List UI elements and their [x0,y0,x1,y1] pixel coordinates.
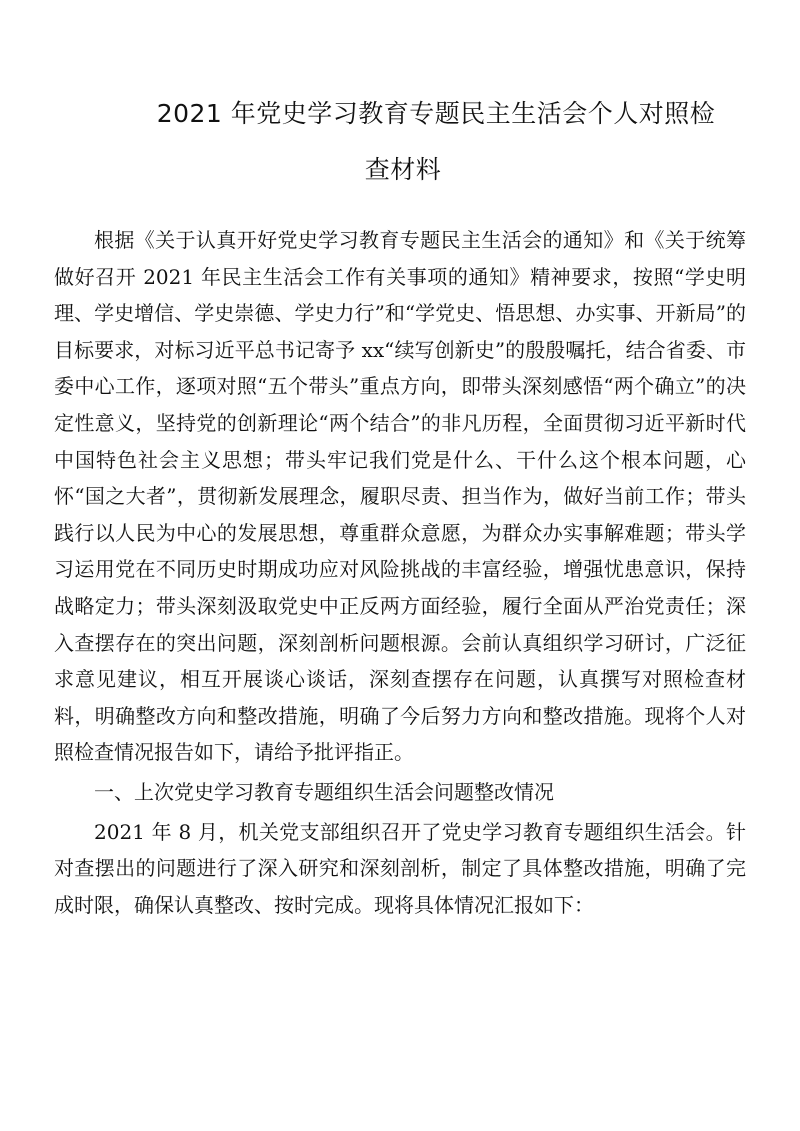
intro-paragraph: 根据《关于认真开好党史学习教育专题民主生活会的通知》和《关于统筹做好召开 2021 年民主生活会工作有关事项的通知》精神要求，按照“学史明理、学史增信、学史崇德、学史力行”和“学党史、悟思想、办实事、开新局”的目标要求，对标习近平总书记寄予 xx“续写创新史”的殷殷嘱托，结合省委、市委中心工作，逐项对照“五个带头”重点方向，即带头深刻感悟“两个确立”的决定性意义，坚持党的创新理论“两个结合”的非凡历程，全面贯彻习近平新时代中国特色社会主义思想；带头牢记我们党是什么、干什么这个根本问题，心怀“国之大者”，贯彻新发展理念，履职尽责、担当作为，做好当前工作；带头践行以人民为中心的发展思想，尊重群众意愿，为群众办实事解难题；带头学习运用党在不同历史时期成功应对风险挑战的丰富经验，增强忧患意识，保持战略定力；带头深刻汲取党史中正反两方面经验，履行全面从严治党责任；深入查摆存在的突出问题，深刻剖析问题根源。会前认真组织学习研讨，广泛征求意见建议，相互开展谈心谈话，深刻查摆存在问题，认真撰写对照检查材料，明确整改方向和整改措施，明确了今后努力方向和整改措施。现将个人对照检查情况报告如下，请给予批评指正。 [54,228,746,765]
section-1-heading: 一、上次党史学习教育专题组织生活会问题整改情况 [94,779,554,804]
document-body [54,222,746,923]
section-1-paragraph: 2021 年 8 月，机关党支部组织召开了党史学习教育专题组织生活会。针对查摆出的问题进行了深入研究和深刻剖析，制定了具体整改措施，明确了完成时限，确保认真整改、按时完成。现将具体情况汇报如下： [54,819,746,917]
document-title-line-2: 查材料 [364,155,442,184]
document-title-line-1: 2021 年党史学习教育专题民主生活会个人对照检 [156,99,716,128]
document-title [54,0,746,198]
